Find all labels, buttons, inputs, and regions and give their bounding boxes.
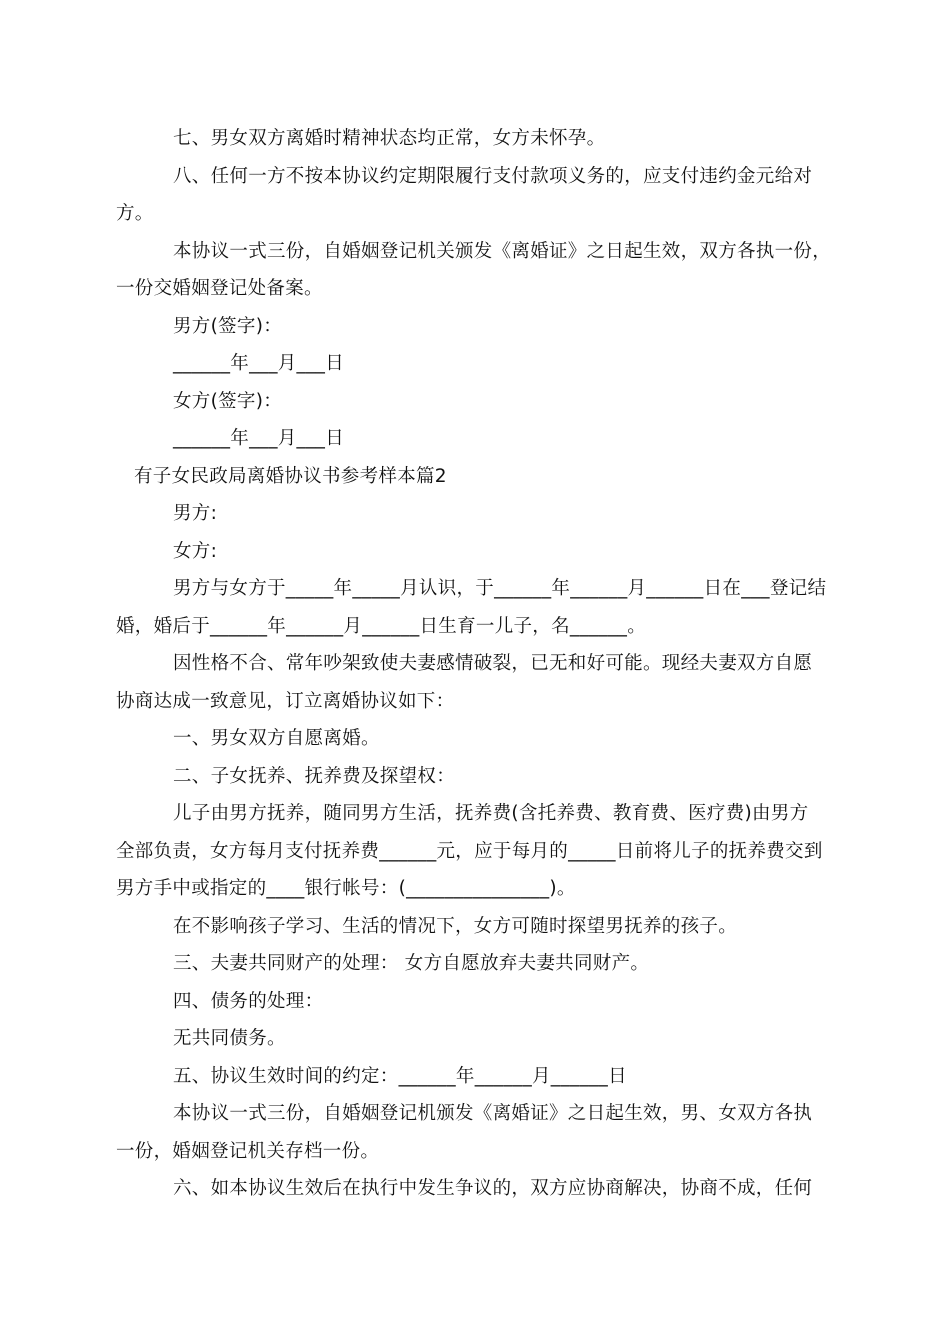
female-signature-date: ______年___月___日 <box>173 428 345 449</box>
clause-4-heading: 四、债务的处理： <box>173 991 324 1012</box>
reason-paragraph-line-2: 协商达成一致意见，订立离婚协议如下： <box>116 691 455 712</box>
clause-7: 七、男女双方离婚时精神状态均正常，女方未怀孕。 <box>173 128 606 149</box>
custody-paragraph-line-3: 男方手中或指定的____银行帐号：(_______________)。 <box>116 878 576 899</box>
clause-5: 五、协议生效时间的约定：______年______月______日 <box>173 1066 627 1087</box>
male-signature-label: 男方(签字)： <box>173 316 283 337</box>
clause-3: 三、夫妻共同财产的处理： 女方自愿放弃夫妻共同财产。 <box>173 953 650 974</box>
clause-6-line-1: 六、如本协议生效后在执行中发生争议的，双方应协商解决，协商不成，任何 <box>173 1178 813 1199</box>
reason-paragraph-line-1: 因性格不合、常年吵架致使夫妻感情破裂，已无和好可能。现经夫妻双方自愿 <box>173 653 813 674</box>
custody-paragraph-line-2: 全部负责，女方每月支付抚养费______元，应于每月的_____日前将儿子的抚养费交到 <box>116 841 823 862</box>
custody-paragraph-line-1: 儿子由男方抚养，随同男方生活，抚养费(含托养费、教育费、医疗费)由男方 <box>173 803 809 824</box>
female-signature-label: 女方(签字)： <box>173 391 283 412</box>
marriage-info-line-2: 婚，婚后于______年______月______日生育一儿子，名______。 <box>116 616 647 637</box>
copies-paragraph-line-2: 一份交婚姻登记处备案。 <box>116 278 323 299</box>
female-party-label: 女方: <box>173 541 218 562</box>
visitation-paragraph: 在不影响孩子学习、生活的情况下，女方可随时探望男抚养的孩子。 <box>173 916 738 937</box>
male-signature-date: ______年___月___日 <box>173 353 345 374</box>
clause-8-line-2: 方。 <box>116 203 154 224</box>
male-party-label: 男方: <box>173 503 218 524</box>
clause-4-body: 无共同债务。 <box>173 1028 286 1049</box>
copies-paragraph-2-line-1: 本协议一式三份，自婚姻登记机颁发《离婚证》之日起生效，男、女双方各执 <box>173 1103 813 1124</box>
copies-paragraph-2-line-2: 一份，婚姻登记机关存档一份。 <box>116 1141 380 1162</box>
copies-paragraph-line-1: 本协议一式三份，自婚姻登记机关颁发《离婚证》之日起生效，双方各执一份， <box>173 241 832 262</box>
marriage-info-line-1: 男方与女方于_____年_____月认识，于______年______月______日在___登记结 <box>173 578 827 599</box>
clause-8-line-1: 八、任何一方不按本协议约定期限履行支付款项义务的，应支付违约金元给对 <box>173 166 813 187</box>
clause-1: 一、男女双方自愿离婚。 <box>173 728 380 749</box>
section-heading: 有子女民政局离婚协议书参考样本篇2 <box>134 466 447 487</box>
clause-2-heading: 二、子女抚养、抚养费及探望权： <box>173 766 456 787</box>
